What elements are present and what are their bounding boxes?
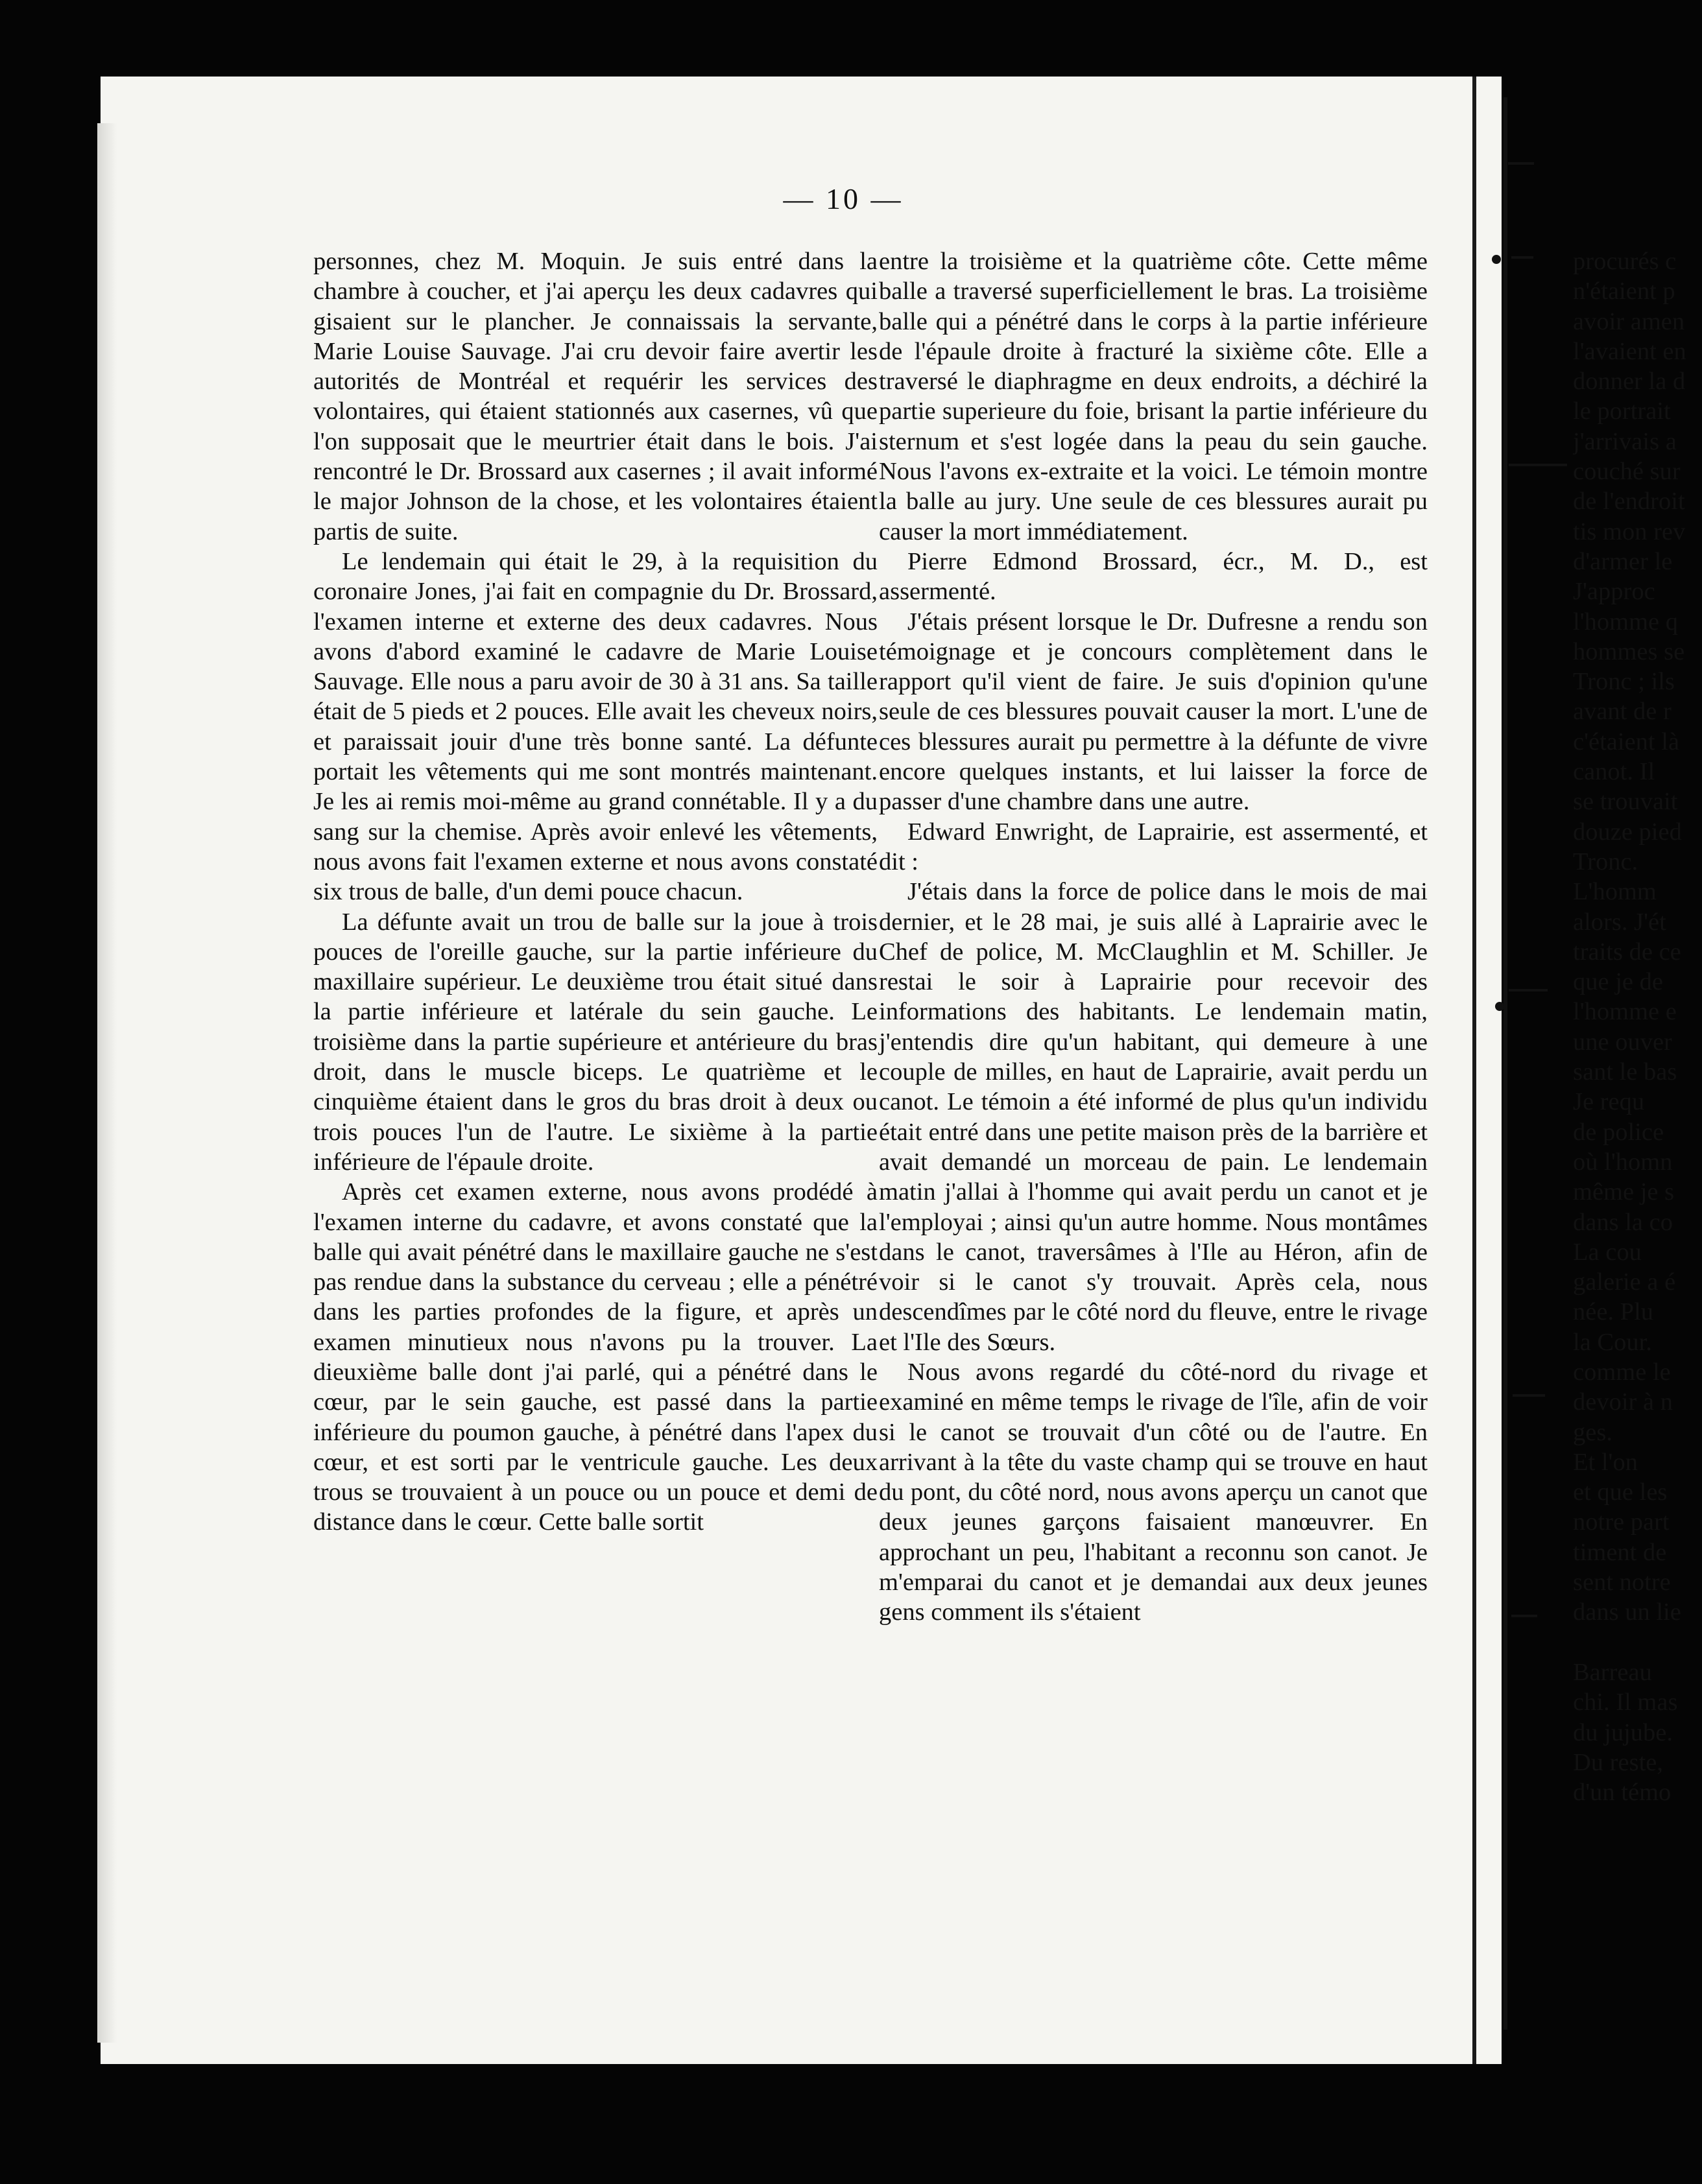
text-line: timent de <box>1573 1538 1667 1566</box>
margin-tick <box>1511 1615 1537 1617</box>
text-line: se trouvait <box>1573 788 1678 816</box>
text-line: l'avaient en <box>1573 337 1686 365</box>
text-line: Tronc. <box>1573 848 1638 875</box>
text-line: d'un témo <box>1573 1779 1672 1807</box>
paragraph: Nous avons regardé du côté-nord du rivage et examiné en même temps le rivage de l'île, afin de voir si le canot se trouvait d'un côté ou de l'autre. En arrivant à la tête du vaste champ qui se trouve en haut du pont, du côté nord, nous avons aperçu un canot que deux jeunes garçons faisaient manœuvrer. En approchant un peu, l'habitant a reconnu son canot. Je m'emparai du canot et je demandai aux deux jeunes gens comment ils s'étaient <box>879 1358 1428 1626</box>
text-line: de police <box>1573 1118 1664 1146</box>
text-line: dans un lie <box>1573 1598 1681 1626</box>
margin-tick <box>1508 162 1534 165</box>
text-line: procurés c <box>1573 248 1677 275</box>
text-line: et que les <box>1573 1478 1668 1506</box>
paragraph: entre la troisième et la quatrième côte. Cette même balle a traversé superficiellement le bras. La troisième balle qui a pénétré dans le corps à la partie inférieure de l'épaule droite à fracturé la sixième côte. Elle a traversé le diaphragme en deux endroits, a déchiré la partie superieure du foie, brisant la partie inférieure du sternum et s'est logée dans la peau du sein gauche. Nous l'avons ex-extraite et la voici. Le témoin montre la balle au jury. Une seule de ces blessures aurait pu causer la mort immédiatement. <box>879 248 1428 545</box>
text-line: notre part <box>1573 1508 1670 1536</box>
margin-tick <box>1509 989 1548 991</box>
text-line: galerie a é <box>1573 1268 1676 1296</box>
paragraph: Pierre Edmond Brossard, écr., M. D., est assermenté. <box>879 547 1428 606</box>
paragraph: La défunte avait un trou de balle sur la joue à trois pouces de l'oreille gauche, sur la partie inférieure du maxillaire supérieur. Le deuxième trou était situé dans la partie inférieure et latérale du sein gauche. Le troisième dans la partie supérieure et antérieure du bras droit, dans le muscle biceps. Le quatrième et le cinquième étaient dans le gros du bras droit à deux ou trois pouces l'un de l'autre. Le sixième à la partie inférieure de l'épaule droite. <box>313 908 878 1176</box>
text-line: douze pied <box>1573 818 1682 846</box>
text-line: avoir amen <box>1573 307 1685 335</box>
text-line: du jujube. <box>1573 1718 1673 1746</box>
text-line: comme le <box>1573 1358 1671 1386</box>
paragraph: Après cet examen externe, nous avons prodédé à l'examen interne du cadavre, et avons constaté que la balle qui avait pénétré dans le maxillaire gauche ne s'est pas rendue dans la substance du cerveau ; elle a pénétré dans les parties profondes de la figure, et après un examen minutieux nous n'avons pu la trouver. La dieuxième balle dont j'ai parlé, qui a pénétré dans le cœur, par le sein gauche, est passé dans la partie inférieure du poumon gauche, à pénétré dans l'apex du cœur, et est sorti par le ventricule gauche. Les deux trous se trouvaient à un pouce ou un pouce et demi de distance dans le cœur. Cette balle sortit <box>313 1178 878 1536</box>
text-line: tis mon rev <box>1573 517 1686 545</box>
text-line: Tronc ; ils <box>1573 668 1675 696</box>
page-edge <box>1472 77 1476 2064</box>
text-line: c'étaient là <box>1573 728 1680 755</box>
text-line: même je s <box>1573 1178 1675 1206</box>
text-line: couché sur <box>1573 458 1681 486</box>
text-line: Je requ <box>1573 1088 1645 1116</box>
text-line: sent notre <box>1573 1569 1671 1596</box>
margin-tick <box>1509 464 1567 466</box>
text-line: hommes se <box>1573 637 1685 665</box>
text-line: devoir à n <box>1573 1388 1673 1416</box>
margin-tick <box>1513 1394 1545 1397</box>
text-line: donner la d <box>1573 368 1686 396</box>
text-line: J'approc <box>1573 578 1655 606</box>
text-column-right-partial <box>1573 246 1702 1807</box>
text-line: Du reste, <box>1573 1748 1663 1776</box>
text-line: n'étaient p <box>1573 278 1675 305</box>
text-line: l'homme e <box>1573 998 1677 1026</box>
margin-tick <box>1511 256 1533 259</box>
text-line: une ouver <box>1573 1028 1672 1056</box>
page-number: — 10 — <box>783 182 904 215</box>
text-line: l'homme q <box>1573 608 1678 635</box>
text-line: avant de r <box>1573 698 1672 726</box>
paragraph: personnes, chez M. Moquin. Je suis entré dans la chambre à coucher, et j'ai aperçu les deux cadavres qui gisaient sur le plancher. Je connaissais la servante, Marie Louise Sauvage. J'ai cru devoir faire avertir les autorités de Montréal et requérir les services des volontaires, qui étaient stationnés aux casernes, vû que l'on supposait que le meurtrier était dans le bois. J'ai rencontré le Dr. Brossard aux casernes ; il avait informé le major Johnson de la chose, et les volontaires étaient partis de suite. <box>313 248 878 545</box>
paragraph: Le lendemain qui était le 29, à la requisition du coronaire Jones, j'ai fait en compagnie du Dr. Brossard, l'examen interne et externe des deux cadavres. Nous avons d'abord examiné le cadavre de Marie Louise Sauvage. Elle nous a paru avoir de 30 à 31 ans. Sa taille était de 5 pieds et 2 pouces. Elle avait les cheveux noirs, et paraissait jouir d'une très bonne santé. La défunte portait les vêtements qui me sont montrés maintenant. Je les ai remis moi-même au grand connétable. Il y a du sang sur la chemise. Après avoir enlevé les vêtements, nous avons fait l'examen externe et nous avons constaté six trous de balle, d'un demi pouce chacun. <box>313 547 878 906</box>
page-fold-shadow <box>97 123 117 2043</box>
text-line: que je de <box>1573 968 1663 996</box>
text-line: traits de ce <box>1573 938 1681 966</box>
text-line: Et l'on <box>1573 1448 1638 1476</box>
text-line: canot. Il <box>1573 758 1655 786</box>
text-line: ges. <box>1573 1418 1612 1446</box>
text-line: chi. Il mas <box>1573 1689 1678 1716</box>
text-line: de l'endroit <box>1573 488 1685 516</box>
text-line: la Cour. <box>1573 1328 1652 1356</box>
paragraph: J'étais présent lorsque le Dr. Dufresne a rendu son témoignage et je concours complètement dans le rapport qu'il vient de faire. Je suis d'opinion qu'une seule de ces blessures pouvait causer la mort. L'une de ces blessures aurait pu permettre à la défunte de vivre encore quelques instants, et lui laisser la force de passer d'une chambre dans une autre. <box>879 608 1428 816</box>
text-line: le portrait <box>1573 398 1671 425</box>
ink-dot <box>1495 1002 1504 1011</box>
text-line: sant le bas <box>1573 1058 1677 1086</box>
paragraph: Edward Enwright, de Laprairie, est assermenté, et dit : <box>879 818 1428 875</box>
text-line: La cou <box>1573 1238 1642 1266</box>
text-line: alors. J'ét <box>1573 908 1666 936</box>
text-line: j'arrivais a <box>1573 427 1677 455</box>
text-column-left <box>313 246 878 1537</box>
text-line: où l'homn <box>1573 1148 1673 1176</box>
text-line: née. Plu <box>1573 1298 1654 1326</box>
text-line: L'homm <box>1573 878 1657 906</box>
text-line: d'armer le <box>1573 547 1673 575</box>
text-line: Barreau <box>1573 1658 1652 1686</box>
margin-rule <box>1504 97 1507 2030</box>
text-column-middle <box>879 246 1428 1628</box>
text-line: dans la co <box>1573 1208 1673 1236</box>
ink-dot <box>1492 255 1501 264</box>
text-line <box>1573 1628 1702 1657</box>
paragraph: J'étais dans la force de police dans le mois de mai dernier, et le 28 mai, je suis allé à Laprairie avec le Chef de police, M. McClaughlin et M. Schiller. Je restai le soir à Laprairie pour recevoir des informations des habitants. Le lendemain matin, j'entendis dire qu'un habitant, qui demeure à une couple de milles, en haut de Laprairie, avait perdu un canot. Le témoin a été informé de plus qu'un individu était entré dans une petite maison près de la barrière et avait demandé un morceau de pain. Le lendemain matin j'allai à l'homme qui avait perdu un canot et je l'employai ; ainsi qu'un autre homme. Nous montâmes dans le canot, traversâmes à l'Ile au Héron, afin de voir si le canot s'y trouvait. Après cela, nous descendîmes par le côté nord du fleuve, entre le rivage et l'Ile des Sœurs. <box>879 878 1428 1356</box>
